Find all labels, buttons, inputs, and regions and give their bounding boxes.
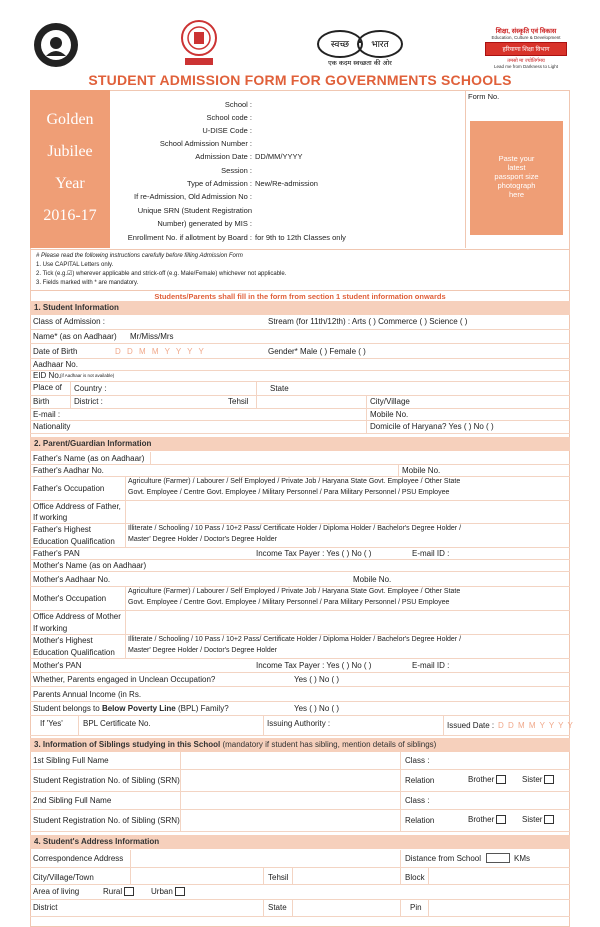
sibling1-name-label: 1st Sibling Full Name — [33, 756, 109, 765]
city-label: City/Village — [370, 397, 410, 406]
father-occupation-label: Father's Occupation — [33, 484, 105, 493]
row-mother-education — [30, 635, 570, 659]
email-label: E-mail : — [33, 410, 61, 419]
mother-tax-field[interactable]: Income Tax Payer : Yes ( ) No ( ) — [256, 661, 372, 670]
checkbox-icon — [496, 775, 506, 784]
photo-line-3: passport size — [494, 172, 539, 181]
area-label: Area of living — [33, 887, 80, 896]
row-sibling1-name — [30, 752, 570, 770]
father-edu-options-1[interactable]: Illiterate / Schooling / 10 Pass / 10+2 Pass/ Certificate Holder / Diploma Holder / Bachelor's Degree Holder / — [128, 525, 462, 532]
father-name-label: Father's Name (as on Aadhaar) — [33, 454, 145, 463]
row-father-name — [30, 452, 570, 465]
swachh-tagline: एक कदम स्वच्छता की ओर — [328, 59, 392, 67]
gender-field[interactable]: Gender* Male ( ) Female ( ) — [268, 347, 366, 356]
checkbox-icon — [544, 775, 554, 784]
sibling1-brother-option[interactable]: Brother — [468, 775, 506, 784]
admission-number-label: School Admission Number : — [159, 139, 252, 148]
place-of-label: Place of — [33, 383, 62, 392]
domicile-field[interactable]: Domicile of Haryana? Yes ( ) No ( ) — [370, 422, 494, 431]
correspondence-label: Correspondence Address — [33, 854, 124, 863]
sibling1-class-label: Class : — [405, 756, 430, 765]
dob-input[interactable]: D D M M Y Y Y Y — [115, 347, 206, 356]
section-2-heading: 2. Parent/Guardian Information — [30, 437, 570, 451]
golden-line-3: Year — [55, 175, 85, 192]
form-title: STUDENT ADMISSION FORM FOR GOVERNMENTS SCHOOLS — [88, 72, 512, 88]
school-info-block — [110, 90, 466, 248]
district-label: District : — [74, 397, 103, 406]
distance-input[interactable] — [486, 853, 510, 863]
distance-label: Distance from School — [405, 854, 482, 863]
photo-line-1: Paste your — [498, 154, 535, 163]
school-education-logo — [33, 22, 79, 70]
father-pan-label: Father's PAN — [33, 549, 80, 558]
udise-label: U-DISE Code : — [202, 126, 252, 135]
section-4-heading: 4. Student's Address Information — [30, 835, 570, 849]
sibling1-srn-label: Student Registration No. of Sibling (SRN) — [33, 776, 180, 785]
row-income — [30, 687, 570, 702]
mother-office-label-1: Office Address of Mother — [33, 612, 121, 621]
sibling2-sister-option[interactable]: Sister — [522, 815, 554, 824]
mother-edu-label-1: Mother's Highest — [33, 636, 93, 645]
mother-mobile-label: Mobile No. — [353, 575, 392, 584]
mother-edu-label-2: Education Qualification — [33, 648, 115, 657]
row-city — [30, 868, 570, 885]
admission-date-value[interactable]: DD/MM/YYYY — [255, 152, 303, 161]
father-aadhaar-label: Father's Aadhar No. — [33, 466, 104, 475]
row-mother-office — [30, 611, 570, 635]
aadhaar-label: Aadhaar No. — [33, 360, 78, 369]
instruction-0: # Please read the following instructions carefully before filling Admission Form — [36, 253, 243, 259]
stream-label[interactable]: Stream (for 11th/12th) : Arts ( ) Commerce ( ) Science ( ) — [268, 317, 468, 326]
address-block-label: Block — [405, 873, 425, 882]
father-tax-field[interactable]: Income Tax Payer : Yes ( ) No ( ) — [256, 549, 372, 558]
father-email-label: E-mail ID : — [412, 549, 450, 558]
row-mother-pan — [30, 659, 570, 673]
nationality-label: Nationality — [33, 422, 71, 431]
right-logo-top: शिक्षा, संस्कृति एवं विकास — [495, 28, 557, 35]
instruction-2: 2. Tick (e.g.☑) wherever applicable and strick-off (e.g. Male/Female) whichever not applicable. — [36, 271, 287, 277]
mother-occupation-options-1[interactable]: Agriculture (Farmer) / Labourer / Self Employed / Private Job / Haryana State Govt. Employee / Other State — [128, 588, 461, 595]
right-logo-sub: Education, Culture & Development — [491, 35, 561, 40]
row-correspondence — [30, 850, 570, 868]
srn-label-2: Number) generated by MIS : — [157, 219, 252, 228]
father-edu-label-1: Father's Highest — [33, 525, 91, 534]
admission-type-value[interactable]: New/Re-admission — [255, 179, 318, 188]
right-department-logo — [482, 26, 570, 70]
row-father-education — [30, 524, 570, 548]
address-city-label: City/Village/Town — [33, 873, 94, 882]
row-mother-occupation — [30, 587, 570, 611]
golden-line-4: 2016-17 — [43, 207, 97, 224]
session-label: Session : — [221, 166, 252, 175]
row-mother-aadhaar — [30, 572, 570, 587]
address-tehsil-label: Tehsil — [268, 873, 289, 882]
issued-date-input[interactable]: D D M M Y Y Y Y — [498, 721, 574, 730]
mother-occupation-options-2[interactable]: Govt. Employee / Centre Govt. Employee / Military Personnel / Para Military Personnel / PSU Employee — [128, 599, 450, 606]
row-father-occupation — [30, 477, 570, 501]
row-mother-name — [30, 560, 570, 572]
checkbox-icon — [124, 887, 134, 896]
instructions-block — [30, 249, 570, 291]
sibling1-sister-option[interactable]: Sister — [522, 775, 554, 784]
checkbox-icon — [175, 887, 185, 896]
photo-placeholder[interactable] — [470, 121, 563, 235]
instruction-1: 1. Use CAPITAL Letters only. — [36, 262, 114, 268]
mother-edu-options-2[interactable]: Master' Degree Holder / Doctor's Degree Holder — [128, 647, 277, 654]
row-aadhaar — [30, 359, 570, 371]
father-edu-options-2[interactable]: Master' Degree Holder / Doctor's Degree Holder — [128, 536, 277, 543]
checkbox-icon — [496, 815, 506, 824]
instruction-3: 3. Fields marked with * are mandatory. — [36, 280, 139, 286]
father-mobile-label: Mobile No. — [402, 466, 441, 475]
unclean-label: Whether, Parents engaged in Unclean Occupation? — [33, 675, 216, 684]
school-code-label: School code : — [206, 113, 252, 122]
name-label: Name* (as on Aadhaar) — [33, 332, 117, 341]
name-prefix[interactable]: Mr/Miss/Mrs — [130, 332, 174, 341]
row-class — [30, 315, 570, 330]
row-father-office — [30, 501, 570, 524]
income-label: Parents Annual Income (in Rs. — [33, 690, 142, 699]
golden-line-2: Jubilee — [47, 143, 93, 160]
sibling2-brother-option[interactable]: Brother — [468, 815, 506, 824]
checkbox-icon — [544, 815, 554, 824]
mother-edu-options-1[interactable]: Illiterate / Schooling / 10 Pass / 10+2 Pass/ Certificate Holder / Diploma Holder / Bachelor's Degree Holder / — [128, 636, 462, 643]
row-name — [30, 330, 570, 344]
sibling1-relation-label: Relation — [405, 776, 435, 785]
golden-line-1: Golden — [46, 111, 94, 128]
address-pin-label: Pin — [410, 903, 422, 912]
row-eid — [30, 371, 570, 382]
readmission-label: If re-Admission, Old Admission No : — [134, 192, 252, 201]
photo-line-4: photograph — [497, 181, 536, 190]
photo-line-2: latest — [507, 163, 526, 172]
bpl-field[interactable]: Yes ( ) No ( ) — [294, 704, 340, 713]
sibling2-relation-label: Relation — [405, 816, 435, 825]
row-birthplace-1 — [30, 382, 570, 396]
row-sibling2-srn — [30, 810, 570, 832]
admission-type-label: Type of Admission : — [186, 179, 252, 188]
urban-option[interactable]: Urban — [151, 887, 185, 896]
right-logo-motto1: तमसो मा ज्योतिर्गमय — [507, 58, 545, 64]
photo-line-5: here — [508, 190, 524, 199]
right-logo-banner: हरियाणा शिक्षा विभाग — [485, 42, 567, 56]
right-logo-motto2: Lead me from Darkness to Light — [493, 64, 559, 69]
father-occupation-options-1[interactable]: Agriculture (Farmer) / Labourer / Self Employed / Private Job / Haryana State Govt. Employee / Other State — [128, 478, 461, 485]
father-occupation-options-2[interactable]: Govt. Employee / Centre Govt. Employee / Military Personnel / Para Military Personnel / PSU Employee — [128, 489, 450, 496]
birth-state-label: State — [270, 384, 289, 393]
admission-date-label: Admission Date : — [195, 152, 252, 161]
country-label: Country : — [74, 384, 107, 393]
row-father-pan — [30, 548, 570, 560]
address-district-label: District — [33, 903, 58, 912]
row-bpl-cert — [30, 716, 574, 736]
mobile-label: Mobile No. — [370, 410, 409, 419]
bpl-label: Student belongs to Below Poverty Line (BPL) Family? — [33, 704, 229, 713]
row-district — [30, 900, 570, 917]
sibling2-srn-label: Student Registration No. of Sibling (SRN) — [33, 816, 180, 825]
if-yes-label: If 'Yes' — [40, 719, 63, 728]
swachh-bharat-logo — [305, 28, 415, 70]
mother-office-label-2: If working — [33, 624, 68, 633]
mother-name-label: Mother's Name (as on Aadhaar) — [33, 561, 147, 570]
school-label: School : — [224, 100, 252, 109]
row-sibling1-srn — [30, 770, 570, 792]
section-1-heading: 1. Student Information — [30, 301, 570, 315]
kms-label: KMs — [514, 854, 530, 863]
swachh-text-1: स्वच्छ — [330, 40, 350, 50]
swachh-text-2: भारत — [371, 40, 389, 50]
enrollment-label: Enrollment No. if allotment by Board : — [127, 233, 252, 242]
father-office-label-2: If working — [33, 513, 68, 522]
row-area — [30, 885, 570, 900]
issued-date-label: Issued Date : — [447, 721, 495, 730]
row-email — [30, 409, 570, 421]
row-birthplace-2 — [30, 396, 570, 409]
eid-note: (if Aadhaar is not available) — [60, 373, 115, 378]
row-bpl — [30, 702, 570, 716]
mother-email-label: E-mail ID : — [412, 661, 450, 670]
address-state-label: State — [268, 903, 287, 912]
issuing-authority-label: Issuing Authority : — [267, 719, 331, 728]
row-nationality — [30, 421, 570, 434]
enrollment-value: for 9th to 12th Classes only — [255, 233, 346, 242]
tehsil-label: Tehsil — [228, 397, 249, 406]
mother-occupation-label: Mother's Occupation — [33, 594, 107, 603]
haryana-emblem-logo — [177, 18, 221, 70]
father-office-label-1: Office Address of Father, — [33, 502, 121, 511]
birth-label: Birth — [33, 397, 50, 406]
row-unclean — [30, 673, 570, 687]
bpl-cert-label: BPL Certificate No. — [83, 719, 151, 728]
class-label: Class of Admission : — [33, 317, 106, 326]
row-dob — [30, 344, 570, 359]
mother-aadhaar-label: Mother's Aadhaar No. — [33, 575, 111, 584]
row-sibling2-name — [30, 792, 570, 810]
unclean-field[interactable]: Yes ( ) No ( ) — [294, 675, 340, 684]
father-edu-label-2: Education Qualification — [33, 537, 115, 546]
section-note: Students/Parents shall fill in the form from section 1 student information onwards — [154, 292, 446, 301]
row-father-aadhaar — [30, 465, 570, 477]
golden-jubilee-panel — [30, 90, 110, 248]
srn-label-1: Unique SRN (Student Registration — [137, 206, 252, 215]
sibling2-class-label: Class : — [405, 796, 430, 805]
sibling2-name-label: 2nd Sibling Full Name — [33, 796, 112, 805]
dob-label: Date of Birth — [33, 347, 78, 356]
section-3-heading: 3. Information of Siblings studying in this School (mandatory if student has sibling, mention details of siblings) — [30, 738, 570, 752]
eid-label: EID No. — [33, 371, 62, 380]
form-number-label: Form No. — [468, 92, 500, 101]
mother-pan-label: Mother's PAN — [33, 661, 82, 670]
rural-option[interactable]: Rural — [103, 887, 134, 896]
